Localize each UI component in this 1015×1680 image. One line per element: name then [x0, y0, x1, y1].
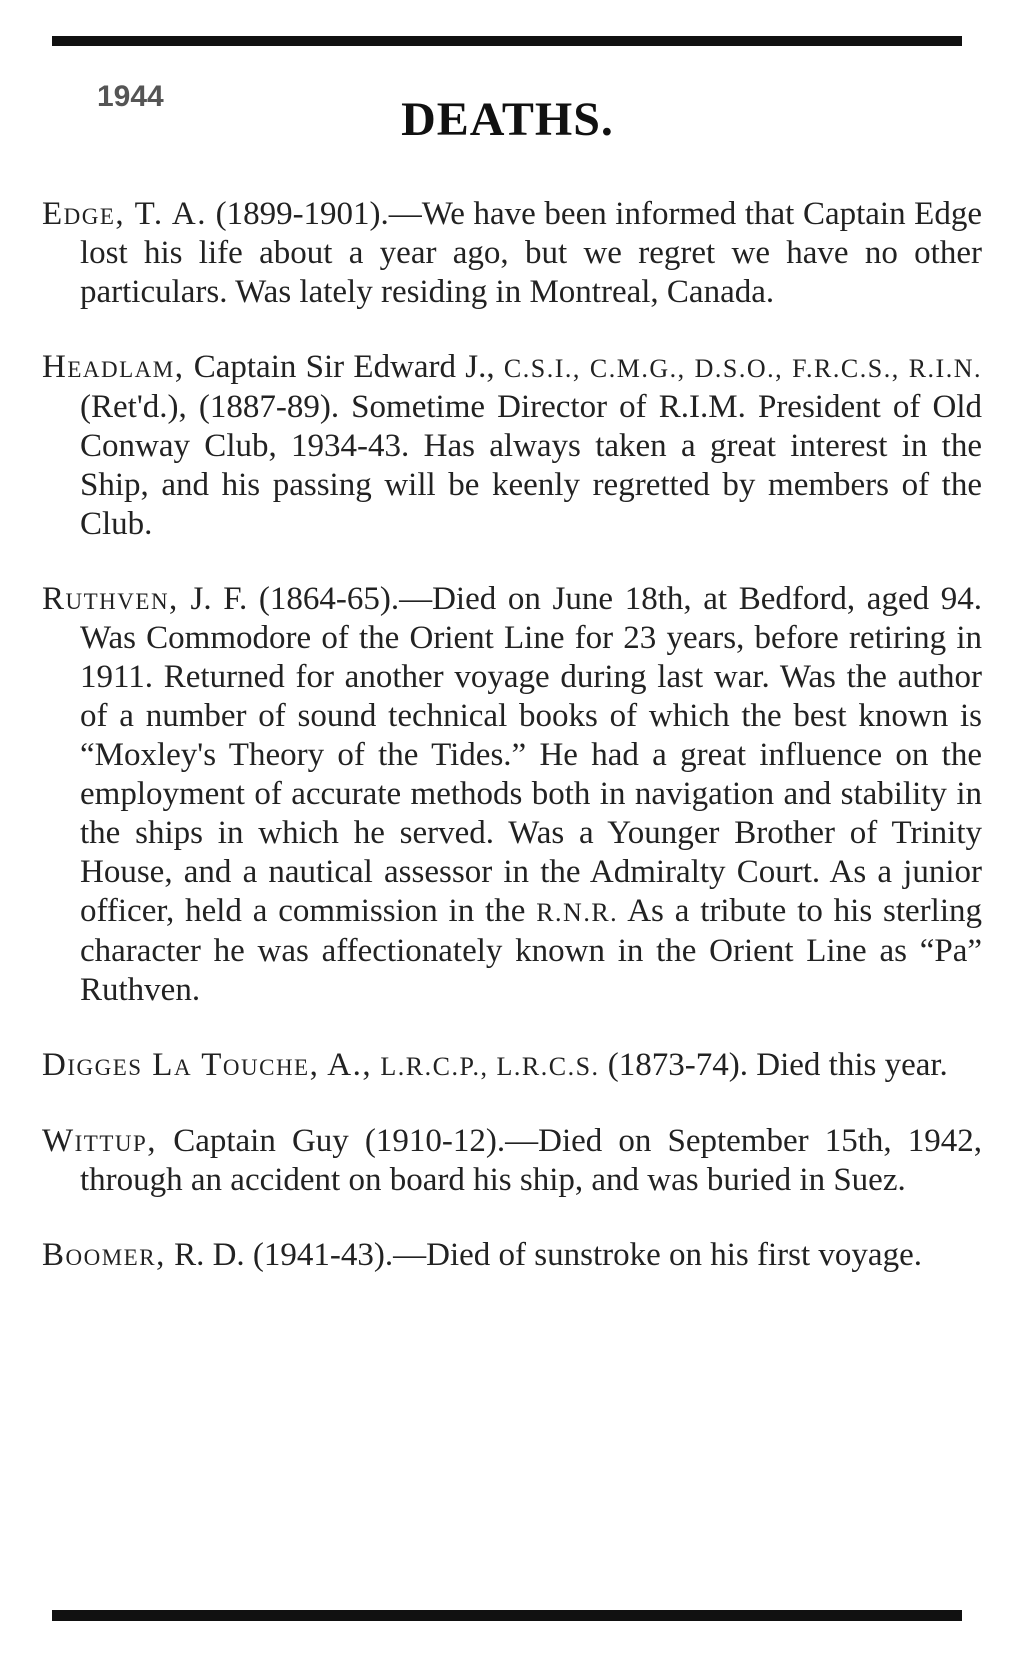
entry-body: R. D. (1941-43).—Died of sunstroke on his first voyage.	[174, 1237, 922, 1273]
entry-name: Ruthven,	[42, 581, 179, 617]
top-rule	[52, 36, 962, 46]
obituary-entry-boomer	[42, 1236, 982, 1275]
page-title: DEATHS.	[401, 93, 614, 146]
obituary-list	[42, 162, 982, 1311]
entry-body: (1899-1901).—We have been informed that Captain Edge lost his life about a year ago, but we regret we have no other particulars. Was lately residing in Montreal, Canada.	[80, 196, 982, 310]
entry-body: J. F. (1864-65).—Died on June 18th, at Bedford, aged 94. Was Commodore of the Orient Line for 23 years, before retiring in 1911. Returned for another voyage during last war. Was the author of a number of sound technical books of which the best known is “Moxley's Theory of the Tides.” He had a great influence on the employment of accurate methods both in navigation and stability in the ships in which he served. Was a Younger Brother of Trinity House, and a nautical assessor in the Admiralty Court. As a junior officer, held a commission in the	[80, 581, 983, 929]
entry-body: Captain Guy (1910-12).—Died on September 15th, 1942, through an accident on board his ship, and was buried in Suez.	[80, 1123, 982, 1198]
obituary-entry-ruthven	[42, 580, 982, 1010]
obituary-entry-headlam	[42, 348, 982, 544]
entry-name: Headlam,	[42, 349, 185, 385]
obituary-entry-digges-la-touche	[42, 1046, 982, 1086]
obituary-entry-wittup	[42, 1122, 982, 1200]
bottom-rule	[52, 1610, 962, 1621]
entry-honours: C.S.I., C.M.G., D.S.O., F.R.C.S., R.I.N.	[503, 354, 982, 383]
entry-abbreviation: R.N.R.	[536, 898, 619, 927]
obituary-entry-edge	[42, 195, 982, 312]
entry-body: Captain Sir Edward J.,	[193, 349, 495, 385]
entry-name: Edge, T. A.	[42, 196, 207, 232]
entry-honours: L.R.C.P., L.R.C.S.	[380, 1052, 600, 1081]
entry-body: (1873-74). Died this year.	[607, 1047, 948, 1083]
entry-name: Boomer,	[42, 1237, 166, 1273]
year-label: 1944	[97, 80, 164, 113]
entry-name: Wittup,	[42, 1123, 158, 1159]
entry-body-continued: As a tribute to his sterling character he was affectionately known in the Orient Line as “Pa” Ruthven.	[80, 893, 982, 1008]
entry-body-continued: (Ret'd.), (1887-89). Sometime Director of R.I.M. President of Old Conway Club, 1934-43. Has always taken a great interest in the Ship, and his passing will be keenly regretted by members of the Club.	[80, 389, 982, 542]
entry-name: Digges La Touche, A.,	[42, 1047, 373, 1083]
